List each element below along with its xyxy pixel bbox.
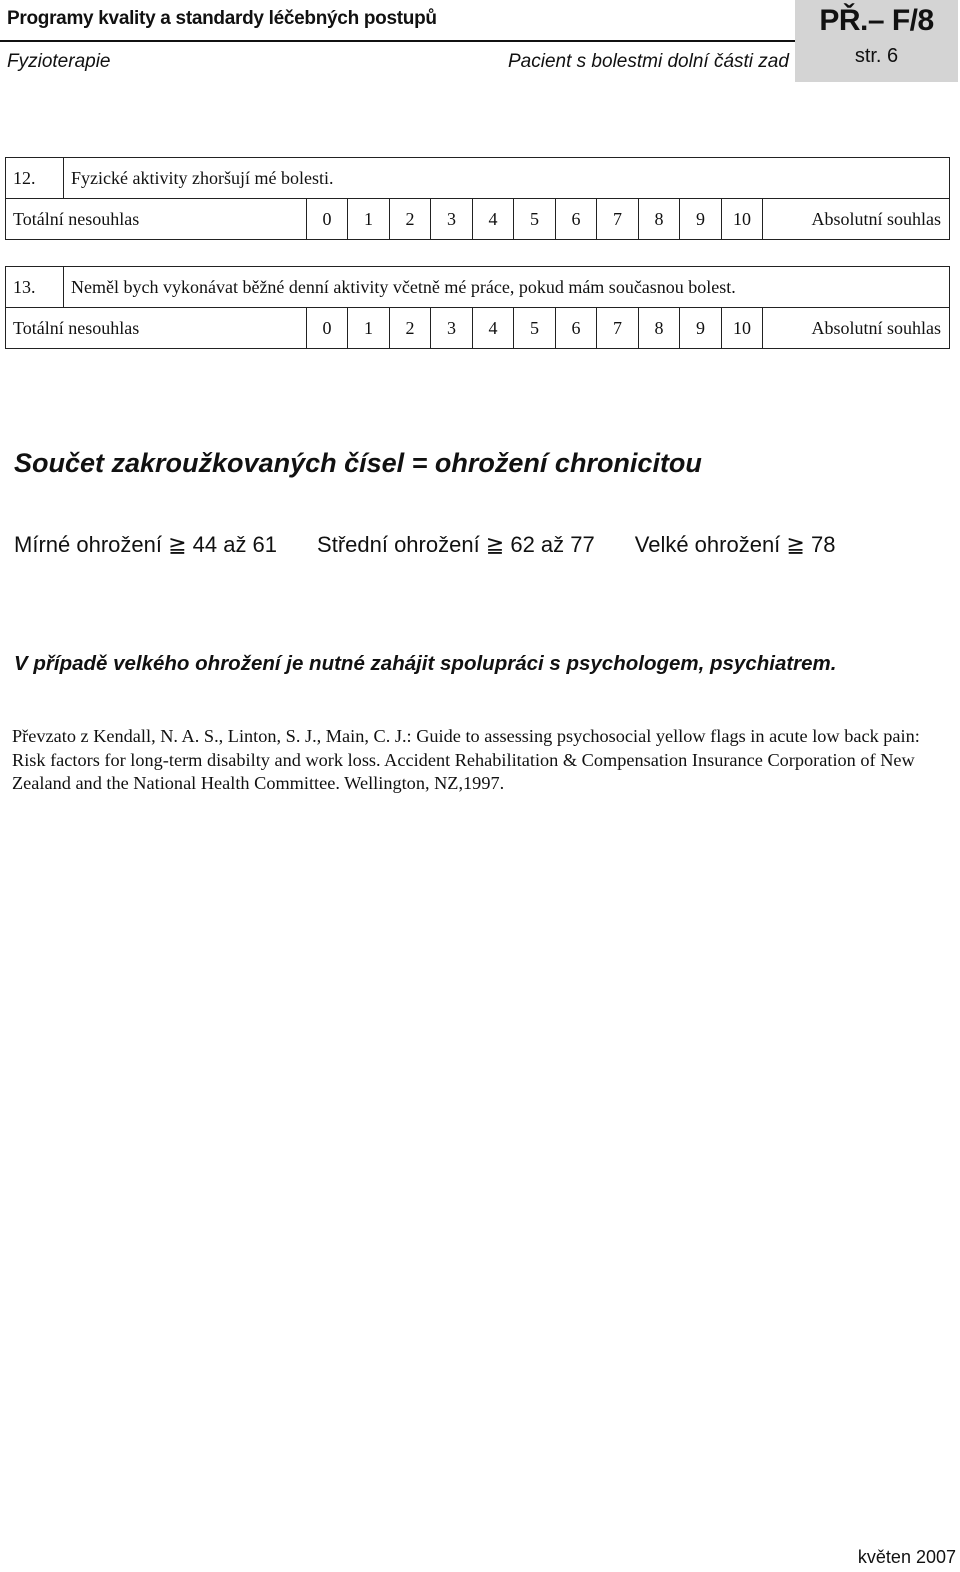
scale-option[interactable]: 6	[555, 308, 597, 349]
scale-option[interactable]: 5	[514, 308, 556, 349]
footer-date: květen 2007	[857, 1547, 956, 1567]
scale-min-label: Totální nesouhlas	[6, 308, 307, 349]
scale-option[interactable]: 2	[389, 199, 431, 240]
scale-max-label: Absolutní souhlas	[763, 199, 950, 240]
question-text: Fyzické aktivity zhoršují mé bolesti.	[64, 158, 950, 199]
header-divider	[0, 40, 795, 42]
referral-note: V případě velkého ohrožení je nutné zahájit spolupráci s psychologem, psychiatrem.	[14, 652, 837, 675]
question-number: 13.	[6, 267, 64, 308]
question-number: 12.	[6, 158, 64, 199]
question-table-13	[5, 266, 950, 349]
risk-levels	[14, 532, 835, 558]
source-citation: Převzato z Kendall, N. A. S., Linton, S. J., Main, C. J.: Guide to assessing psychosocial yellow flags in acute low back pain: Risk factors for long-term disabilty and work loss. Accident Rehabilitation & Compensation Insurance Corporation of New Zealand and the National Health Committee. Wellington, NZ,1997.	[12, 726, 920, 793]
scale-option[interactable]: 5	[514, 199, 556, 240]
risk-level-high: Velké ohrožení ≧ 78	[634, 532, 836, 557]
scale-option[interactable]: 1	[348, 199, 390, 240]
scale-row	[6, 199, 950, 240]
section-name: Fyzioterapie	[7, 51, 111, 72]
scale-option[interactable]: 9	[680, 199, 722, 240]
scale-min-label: Totální nesouhlas	[6, 199, 307, 240]
document-series-title: Programy kvality a standardy léčebných postupů	[7, 8, 437, 29]
page-number: str. 6	[854, 45, 899, 67]
document-code: PŘ.– F/8	[819, 4, 934, 37]
question-text: Neměl bych vykonávat běžné denní aktivity včetně mé práce, pokud mám současnou bolest.	[64, 267, 950, 308]
scale-option[interactable]: 10	[721, 308, 763, 349]
scale-option[interactable]: 10	[721, 199, 763, 240]
scale-max-label: Absolutní souhlas	[763, 308, 950, 349]
document-code-box	[795, 0, 958, 82]
scale-option[interactable]: 0	[306, 308, 348, 349]
scale-option[interactable]: 8	[638, 199, 680, 240]
scale-option[interactable]: 4	[472, 308, 514, 349]
question-table-12	[5, 157, 950, 240]
risk-level-moderate: Střední ohrožení ≧ 62 až 77	[317, 532, 595, 557]
scale-option[interactable]: 3	[431, 308, 473, 349]
scale-option[interactable]: 3	[431, 199, 473, 240]
topic-name: Pacient s bolestmi dolní části zad	[508, 51, 789, 72]
scale-row	[6, 308, 950, 349]
scale-option[interactable]: 7	[597, 308, 639, 349]
risk-level-mild: Mírné ohrožení ≧ 44 až 61	[14, 532, 278, 557]
scale-option[interactable]: 1	[348, 308, 390, 349]
summary-heading: Součet zakroužkovaných čísel = ohrožení chronicitou	[14, 448, 702, 478]
scale-option[interactable]: 0	[306, 199, 348, 240]
scale-option[interactable]: 6	[555, 199, 597, 240]
scale-option[interactable]: 8	[638, 308, 680, 349]
scale-option[interactable]: 2	[389, 308, 431, 349]
scale-option[interactable]: 9	[680, 308, 722, 349]
scale-option[interactable]: 4	[472, 199, 514, 240]
question-row	[6, 267, 950, 308]
question-row	[6, 158, 950, 199]
scale-option[interactable]: 7	[597, 199, 639, 240]
